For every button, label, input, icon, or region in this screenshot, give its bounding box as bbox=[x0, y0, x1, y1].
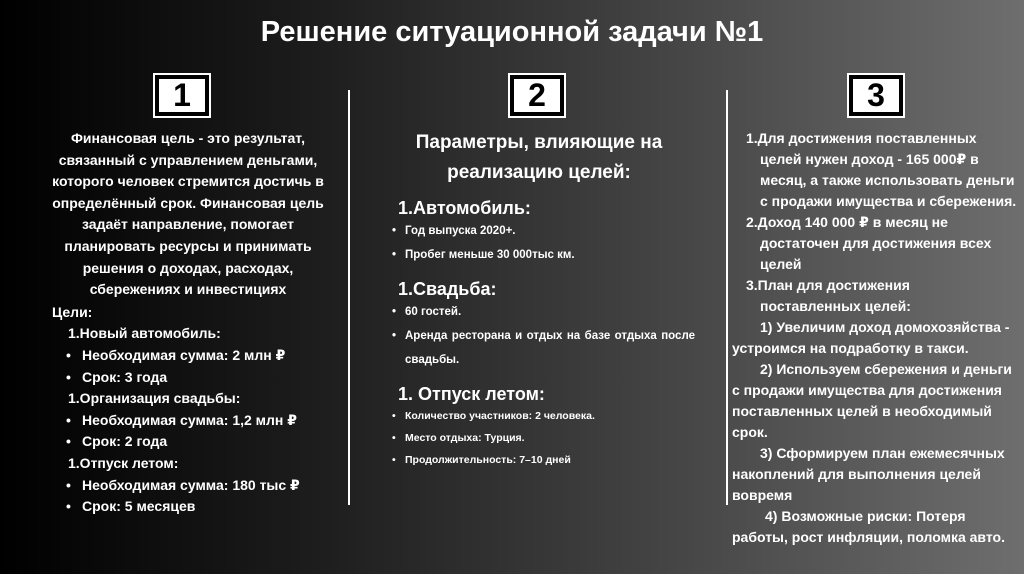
plan-step-2: 2) Используем сбережения и деньги с продажи имущества для достижения поставленных целей в необходимый срок. bbox=[732, 361, 1012, 440]
page-title: Решение ситуационной задачи №1 bbox=[260, 16, 764, 48]
parameters-heading: Параметры, влияющие на реализацию целей: bbox=[415, 132, 663, 183]
plan-step-1: 1) Увеличим доход домохозяйства - устроимся на подработку в такси. bbox=[732, 319, 1010, 356]
goal-car-term: • Срок: 3 года bbox=[66, 367, 324, 389]
solution-point-1-rest: целей нужен доход - 165 000₽ в месяц, а также использовать деньги с продажи имущества и сбережения. bbox=[760, 151, 1017, 209]
param-wedding-guests: • 60 гостей. bbox=[390, 300, 710, 324]
solution-point-2-start: 2.Доход 140 000 ₽ в месяц не bbox=[746, 214, 948, 230]
goal-wedding-title: 1.Организация свадьбы: bbox=[68, 390, 241, 407]
plan-step-3: 3) Сформируем план ежемесячных накоплений для выполнения целей вовремя bbox=[732, 445, 1005, 503]
param-vacation-title: 1. Отпуск летом: bbox=[398, 384, 545, 404]
column-financial-goal bbox=[52, 128, 324, 518]
param-wedding-list bbox=[390, 300, 710, 372]
section-number-3: 3 bbox=[849, 75, 903, 116]
param-car-mileage: • Пробег меньше 30 000тыс км. bbox=[390, 243, 710, 267]
solution-point-2-rest: достаточен для достижения всех целей bbox=[760, 235, 992, 272]
column-parameters bbox=[390, 128, 710, 471]
param-car-year: • Год выпуска 2020+. bbox=[390, 219, 710, 243]
param-wedding-venue: • Аренда ресторана и отдых на базе отдыха после свадьбы. bbox=[390, 324, 695, 372]
column-solution bbox=[732, 128, 1022, 548]
column-divider-right bbox=[726, 90, 728, 505]
solution-point-1-start: 1.Для достижения поставленных bbox=[746, 130, 977, 146]
section-number-1: 1 bbox=[155, 75, 209, 116]
solution-point-3-start: 3.План для достижения bbox=[746, 277, 910, 293]
financial-goal-definition: Финансовая цель - это результат, связанный с управлением деньгами, которого человек стремится достичь в определённый срок. Финансовая цель задаёт направление, помогает планировать ресурсы и принимать решения о доходах, расходах, сбережениях и инвестициях bbox=[52, 130, 324, 298]
goals-label: Цели: bbox=[52, 303, 93, 320]
goal-wedding-amount: • Необходимая сумма: 1,2 млн ₽ bbox=[66, 410, 324, 432]
plan-step-4-risks: 4) Возможные риски: Потеря работы, рост инфляции, поломка авто. bbox=[732, 508, 1005, 545]
goal-vacation-title: 1.Отпуск летом: bbox=[68, 454, 179, 471]
solution-point-3-rest: поставленных целей: bbox=[760, 298, 911, 314]
param-wedding-title: 1.Свадьба: bbox=[398, 279, 497, 299]
goal-vacation-term: • Срок: 5 месяцев bbox=[66, 496, 324, 518]
param-vacation-people: • Количество участников: 2 человека. bbox=[390, 405, 710, 427]
goal-wedding-term: • Срок: 2 года bbox=[66, 431, 324, 453]
param-vacation-duration: • Продолжительность: 7–10 дней bbox=[390, 449, 710, 471]
goal-vacation-amount: • Необходимая сумма: 180 тыс ₽ bbox=[66, 475, 324, 497]
param-vacation-place: • Место отдыха: Турция. bbox=[390, 427, 710, 449]
section-number-2: 2 bbox=[510, 75, 564, 116]
param-car-title: 1.Автомобиль: bbox=[398, 198, 531, 218]
param-car-list bbox=[390, 219, 710, 267]
param-vacation-list bbox=[390, 405, 710, 471]
goal-car-title: 1.Новый автомобиль: bbox=[68, 325, 221, 342]
goal-car-amount: • Необходимая сумма: 2 млн ₽ bbox=[66, 345, 324, 367]
column-divider-left bbox=[348, 90, 350, 505]
